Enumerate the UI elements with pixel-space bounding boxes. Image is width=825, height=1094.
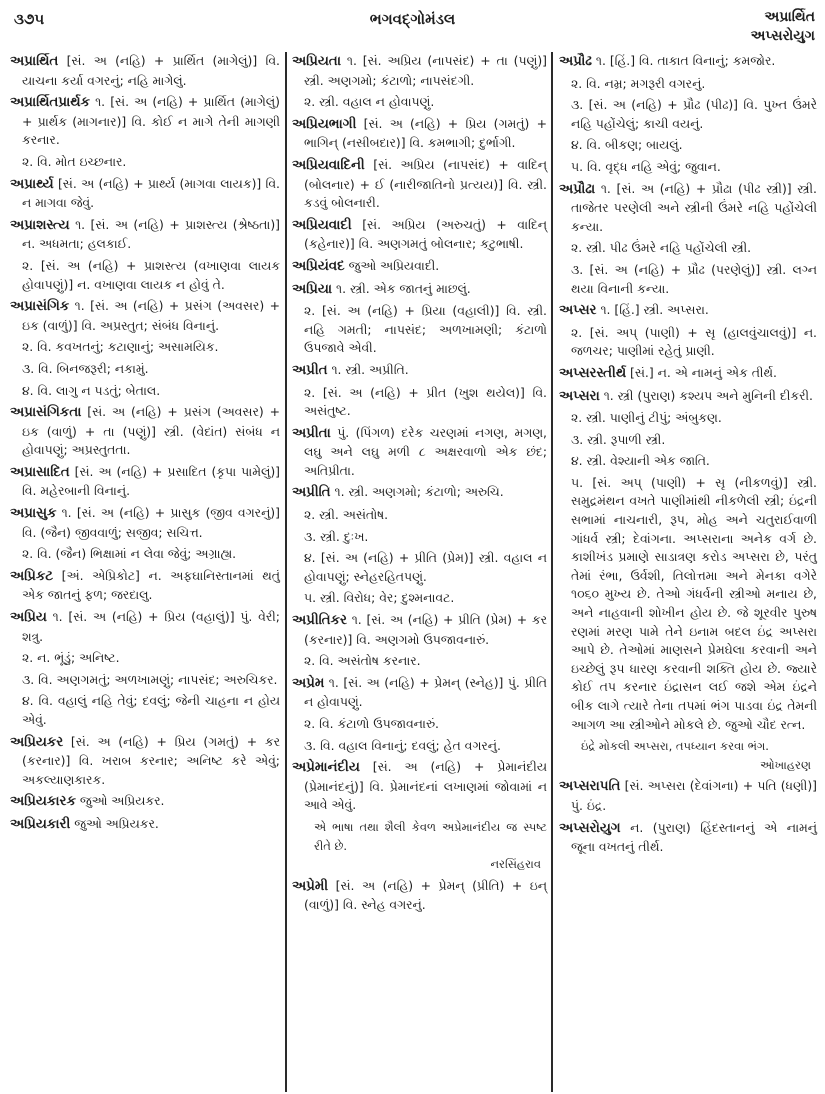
dictionary-entry bbox=[10, 567, 280, 605]
headword: અપ્રીતિ bbox=[292, 485, 331, 501]
entry-text: [સં. અપ્સરા (દેવાંગના) + પતિ (ધણી)] પું. ઇંદ્ર. bbox=[571, 778, 817, 813]
headword: અપ્રાશસ્ત્ય bbox=[10, 217, 70, 233]
dictionary-entry bbox=[292, 674, 547, 712]
entry-text: ૨. [સં. અ (નહિ) + પ્રાશસ્ત્ય (વખાણવા લાયક હોવાપણું)] ન. વખાણવા લાયક ન હોવું તે. bbox=[22, 257, 280, 292]
headword: અપ્રાસંગિકતા bbox=[10, 405, 82, 421]
entry-text: ૩. વિ. વહાલ વિનાનું; દવલું; હેત વગરનું. bbox=[304, 737, 501, 753]
entry-sense bbox=[292, 93, 547, 112]
entry-sense bbox=[292, 302, 547, 358]
dictionary-entry bbox=[559, 777, 817, 815]
dictionary-entry bbox=[292, 424, 547, 481]
entry-text: ૨. [સં. અ (નહિ) + પ્રીત (ખુશ થયેલ)] વિ. અસંતુષ્ટ. bbox=[304, 384, 547, 419]
dictionary-entry bbox=[559, 52, 817, 72]
entry-text: [સં. અ (નહિ) + પ્રિય (ગમતું) + કર (કરનાર)] વિ. ખરાબ કરનાર; અનિષ્ટ કરે એવું; અકલ્યાણકારક. bbox=[22, 733, 280, 787]
column-divider bbox=[551, 52, 553, 1092]
entry-text: ૨. સ્ત્રી. વહાલ ન હોવાપણું. bbox=[304, 94, 435, 110]
entry-text: નરસિંહરાવ bbox=[490, 857, 541, 872]
dictionary-entry bbox=[292, 758, 547, 815]
headword: અપ્રીતા bbox=[292, 425, 331, 441]
entry-text: ૧. [સં. અ (નહિ) + પ્રાસુક (જીવ વગરનું)] વિ. (જૈન) જીવવાળું; સજીવ; સચિત્ત. bbox=[22, 505, 280, 540]
entry-text: ૨. વિ. નમ્ર; મગરૂરી વગરનું. bbox=[571, 75, 706, 91]
entry-text: ૨. સ્ત્રી. અસંતોષ. bbox=[304, 507, 389, 523]
citation-quote bbox=[292, 818, 547, 855]
dictionary-entry bbox=[292, 483, 547, 503]
entry-text: ૨. વિ. કંટાળો ઉપજાવનારું. bbox=[304, 716, 439, 731]
citation-quote bbox=[559, 737, 817, 756]
entry-text: ૨. વિ. કવખતનું; કટાણાનું; અસામયિક. bbox=[22, 339, 219, 355]
headword: અપ્સરા bbox=[559, 388, 600, 404]
entry-sense bbox=[10, 153, 280, 172]
entry-sense bbox=[10, 671, 280, 690]
entry-text: ૧. [હિં.] વિ. તાકાત વિનાનું; કમજોર. bbox=[595, 53, 776, 68]
column-divider bbox=[285, 52, 287, 1092]
entry-text: ૩. સ્ત્રી. દુઃખ. bbox=[304, 528, 369, 544]
headword: અપ્રાર્થિત bbox=[10, 54, 59, 69]
entry-sense bbox=[292, 528, 547, 547]
entry-text: ૨. વિ. (જૈન) ભિક્ષામાં ન લેવા જેવું; અગ્રાહ્ય. bbox=[22, 546, 237, 562]
headword: અપ્રિયવાદિની bbox=[292, 157, 365, 173]
dictionary-entry bbox=[292, 361, 547, 381]
headword: અપ્રેમ bbox=[292, 675, 325, 691]
headword: અપ્રિયભાગી bbox=[292, 116, 357, 132]
entry-text: ૨. વિ. મોત ઇચ્છનાર. bbox=[22, 153, 127, 169]
headword: અપ્રિયકારી bbox=[10, 816, 71, 832]
entry-text: [સં. અ (નહિ) + પ્રાર્થિત (માગેલું)] વિ. યાચના કર્યા વગરનું; નહિ માગેલું. bbox=[22, 53, 280, 88]
dictionary-entry bbox=[559, 180, 817, 237]
entry-text: [સં. અ (નહિ) + પ્રસાદિત (કૃપા પામેલું)] વિ. મહેરબાની વિનાનું. bbox=[22, 463, 280, 499]
dictionary-entry bbox=[292, 52, 547, 90]
dictionary-entry bbox=[10, 175, 280, 213]
headword: અપ્સરસ્તીર્થ bbox=[559, 365, 627, 381]
headword: અપ્સરોયુગ bbox=[559, 820, 621, 836]
dictionary-body bbox=[0, 52, 825, 1092]
entry-text: ૧. [સં. અ (નહિ) + પ્રાશસ્ત્ય (શ્રેષ્ઠતા)] ન. અધમતા; હલકાઈ. bbox=[22, 216, 280, 252]
entry-sense bbox=[559, 261, 817, 298]
entry-text: ૧. સ્ત્રી. અપ્રીતિ. bbox=[331, 361, 409, 377]
entry-sense bbox=[559, 158, 817, 177]
entry-sense bbox=[292, 715, 547, 734]
entry-text: [સં. અ (નહિ) + પ્રિય (ગમતું) + ભાગિન્ (નસીબદાર)] વિ. કમભાગી; દુર્ભાગી. bbox=[304, 115, 547, 151]
headword: અપ્રેમાનંદીય bbox=[292, 760, 360, 776]
dictionary-entry bbox=[10, 463, 280, 501]
dictionary-entry bbox=[10, 403, 280, 460]
headword: અપ્રિય bbox=[10, 610, 47, 626]
entry-text: ૪. વિ. લાગુ ન પડતું; બેતાલ. bbox=[22, 382, 161, 398]
entry-text: [સં. અ (નહિ) + પ્રેમન્ (પ્રીતિ) + ઇન્ (વાળું)] વિ. સ્નેહ વગરનું. bbox=[304, 877, 547, 913]
headword: અપ્રિયવાદી bbox=[292, 217, 352, 233]
headword: અપ્રિયકારક bbox=[10, 794, 76, 810]
entry-text: ૨. [સં. અપ્ (પાણી) + સૃ (હાલવુંચાલવું)] ન. જળચર; પાણીમાં રહેતું પ્રાણી. bbox=[571, 324, 817, 359]
entry-text: ૨. [સં. અ (નહિ) + પ્રિયા (વહાલી)] વિ. સ્ત્રી. નહિ ગમતી; નાપસંદ; અળખામણી; કંટાળો ઉપજાવે એવી. bbox=[304, 303, 547, 356]
entry-sense bbox=[292, 737, 547, 756]
column-3 bbox=[559, 52, 817, 1092]
citation-source bbox=[559, 756, 817, 775]
entry-sense bbox=[559, 239, 817, 258]
entry-text: ૧. [હિં.] સ્ત્રી. અપ્સરા. bbox=[600, 302, 709, 318]
entry-text: ૩. સ્ત્રી. રૂપાળી સ્ત્રી. bbox=[571, 431, 666, 447]
entry-text: ૪. સ્ત્રી. વેશ્યાની એક જાતિ. bbox=[571, 453, 710, 469]
headword: અપ્રૌઢ bbox=[559, 54, 592, 69]
entry-text: ઓખાહરણ bbox=[759, 757, 811, 772]
page-number: ૩૭૫ bbox=[14, 10, 45, 28]
entry-text: પું. (પિંગળ) દરેક ચરણમાં નગણ, મગણ, લઘુ અને લઘુ મળી ૮ અક્ષરવાળો એક છંદ; અતિપ્રીતા. bbox=[304, 424, 547, 478]
dictionary-entry bbox=[559, 364, 817, 384]
entry-text: ૪. વિ. વહાલું નહિ તેવું; દવલું; જેની ચાહના ન હોય એવું. bbox=[22, 693, 280, 727]
dictionary-entry bbox=[10, 297, 280, 335]
headword: અપ્રીતિકર bbox=[292, 613, 347, 629]
dictionary-entry bbox=[10, 52, 280, 90]
guide-words bbox=[751, 8, 815, 46]
entry-text: ૧. સ્ત્રી. અણગમો; કંટાળો; અરુચિ. bbox=[334, 484, 504, 500]
headword: અપ્રાસુક bbox=[10, 506, 57, 522]
entry-text: જુઓ અપ્રિયવાદી. bbox=[348, 257, 440, 273]
headword: અપ્રૌઢા bbox=[559, 181, 596, 197]
headword: અપ્રિયતા bbox=[292, 54, 341, 69]
entry-text: ૨. સ્ત્રી. પીઢ ઉંમરે નહિ પહોંચેલી સ્ત્રી. bbox=[571, 240, 752, 256]
dictionary-entry bbox=[559, 387, 817, 407]
headword: અપ્રિકટ bbox=[10, 568, 54, 584]
entry-text: ૧. [સં. અ (નહિ) + પ્રિય (વહાલું)] પું. વેરી; શત્રુ. bbox=[22, 609, 280, 644]
entry-text: ૧. [સં. અ (નહિ) + પ્રીતિ (પ્રેમ) + કર (કરનાર)] વિ. અણગમો ઉપજાવનારું. bbox=[304, 612, 547, 647]
entry-text: ઇંદ્રે મોકલી અપ્સરા, તપધ્યાન કરવા ભંગ. bbox=[581, 739, 769, 754]
dictionary-entry bbox=[292, 257, 547, 277]
headword: અપ્રિયા bbox=[292, 281, 333, 297]
dictionary-entry bbox=[10, 504, 280, 542]
headword: અપ્રાસંગિક bbox=[10, 299, 70, 315]
guide-word-last: અપ્સરોયુગ bbox=[750, 28, 815, 44]
entry-text: ૨. ન. ભૂંડું; અનિષ્ટ. bbox=[22, 650, 120, 666]
entry-text: ન. (પુરાણ) હિંદસ્તાનનું એ નામનું જૂના વખતનું તીર્થ. bbox=[571, 819, 817, 855]
entry-text: [સં. અ (નહિ) + પ્રેમાનંદીય (પ્રેમાનંદનું)] વિ. પ્રેમાનંદનાં લખાણમાં જોવામાં ન આવે એવું. bbox=[304, 759, 547, 813]
entry-text: ૨. વિ. અસંતોષ કરનાર. bbox=[304, 653, 421, 669]
entry-sense bbox=[559, 474, 817, 734]
entry-text: [સં. અ (નહિ) + પ્રસંગ (અવસર) + ઇક (વાળું) + તા (પણું)] સ્ત્રી. (વેદાંત) સંબંધ ન હોવાપણું; અપ્રસ્તુતતા. bbox=[22, 404, 280, 458]
entry-text: ૪. [સં. અ (નહિ) + પ્રીતિ (પ્રેમ)] સ્ત્રી. વહાલ ન હોવાપણું; સ્નેહરહિતપણું. bbox=[304, 550, 547, 584]
entry-text: ૩. વિ. બિનજરૂરી; નકામું. bbox=[22, 360, 149, 376]
entry-text: [સં. અપ્રિય (અરુચતું) + વાદિન્ (કહેનાર)] વિ. અણગમતું બોલનાર; કટુભાષી. bbox=[304, 216, 547, 252]
headword: અપ્રાર્થિતપ્રાર્થક bbox=[10, 95, 90, 111]
entry-text: ૧. [સં. અ (નહિ) + પ્રૌઢા (પીઢ સ્ત્રી)] સ્ત્રી. તાજેતર પરણેલી અને સ્ત્રીની ઉંમરે નહિ પહોંચેલી કન્યા. bbox=[571, 180, 817, 234]
headword: અપ્રિયકર bbox=[10, 734, 64, 750]
dictionary-entry bbox=[292, 115, 547, 153]
entry-sense bbox=[292, 384, 547, 421]
dictionary-entry bbox=[559, 819, 817, 857]
entry-text: એ ભાષા તથા શૈલી કેવળ અપ્રેમાનંદીય જ સ્પષ્ટ રીતે છે. bbox=[314, 819, 547, 853]
entry-sense bbox=[292, 506, 547, 525]
dictionary-entry bbox=[10, 733, 280, 790]
headword: અપ્સરાપતિ bbox=[559, 779, 621, 795]
entry-sense bbox=[10, 692, 280, 729]
dictionary-entry bbox=[10, 608, 280, 646]
dictionary-entry bbox=[292, 877, 547, 915]
entry-sense bbox=[559, 409, 817, 428]
entry-text: ૧. [સં. અ (નહિ) + પ્રસંગ (અવસર) + ઇક (વાળું)] વિ. અપ્રસ્તુત; સંબંધ વિનાનું. bbox=[22, 298, 280, 333]
entry-sense bbox=[10, 649, 280, 668]
column-2 bbox=[292, 52, 547, 1092]
dictionary-entry bbox=[10, 93, 280, 150]
dictionary-entry bbox=[292, 156, 547, 213]
dictionary-entry bbox=[292, 216, 547, 254]
dictionary-entry bbox=[10, 216, 280, 254]
dictionary-entry bbox=[10, 792, 280, 812]
entry-sense bbox=[292, 589, 547, 608]
entry-sense bbox=[10, 257, 280, 294]
column-1 bbox=[10, 52, 280, 1092]
entry-text: ૩. [સં. અ (નહિ) + પ્રૌઢ (પીઢ)] વિ. પુખ્ત ઉંમરે નહિ પહોંચેલું; કાચી વયનું. bbox=[571, 97, 817, 131]
entry-text: ૫. [સં. અપ્ (પાણી) + સૃ (નીકળવું)] સ્ત્રી. સમુદ્રમંથન વખતે પાણીમાંથી નીકળેલી સ્ત્રી; ઇંદ્રની સભામાં નાચનારી, રૂપ, મોહ અને ચતુરાઈવાળી ગાંધર્વ સ્ત્રી; દેવાંગના. અપ્સરાના અનેક વર્ગ છે. કાશીખંડ પ્રમાણે સાડાત્રણ કરોડ અપ્સરા છે, પરંતુ તેમાં રંભા, ઉર્વશી, તિલોત્તમા અને મેનકા વગેરે ૧૦૬૦ મુખ્ય છે. તેઓ ગંધર્વની સ્ત્રીઓ મનાય છે, અને નાહવાની શોખીન હોય છે. જે શૂરવીર પુરુષ રણમાં મરણ પામે તેને ઇનામ બદલ ઇંદ્ર અપ્સરા આપે છે. તેઓમાં માણસને પ્રેમઘેલા કરવાની અને ઇચ્છેલું રૂપ ધારણ કરવાની શક્તિ હોય છે. જ્યારે કોઈ તપ કરનાર ઇંદ્રાસન લઈ જશે એમ ઇંદ્રને બીક લાગે ત્યારે તેના તપમાં ભંગ પાડવા ઇંદ્ર તેમની આગળ આ સ્ત્રીઓને મોકલે છે. જુઓ ચૌદ રત્ન. bbox=[571, 474, 817, 732]
headword: અપ્રિયંવદ bbox=[292, 258, 345, 274]
dictionary-entry bbox=[10, 815, 280, 835]
headword: અપ્સર bbox=[559, 303, 597, 319]
entry-text: ૩. વિ. અણગમતું; અળખામણું; નાપસંદ; અરુચિકર. bbox=[22, 671, 278, 687]
entry-sense bbox=[292, 652, 547, 671]
entry-sense bbox=[10, 338, 280, 357]
entry-text: ૨. સ્ત્રી. પાણીનું ટીપું; અંબુકણ. bbox=[571, 410, 722, 426]
dictionary-entry bbox=[292, 280, 547, 300]
entry-text: ૧. સ્ત્રી (પુરાણ) કશ્યપ અને મુનિની દીકરી. bbox=[603, 387, 813, 403]
entry-sense bbox=[559, 136, 817, 155]
entry-text: ૧. [સં. અપ્રિય (નાપસંદ) + તા (પણું)] સ્ત્રી. અણગમો; કંટાળો; નાપસંદગી. bbox=[304, 53, 547, 88]
book-title: ભગવદ્ગોમંડલ bbox=[369, 10, 456, 28]
entry-text: ૧. [સં. અ (નહિ) + પ્રેમન્ (સ્નેહ)] પું. પ્રીતિ ન હોવાપણું. bbox=[304, 674, 547, 710]
entry-sense bbox=[10, 382, 280, 401]
headword: અપ્રીત bbox=[292, 362, 328, 378]
entry-text: [સં. અપ્રિય (નાપસંદ) + વાદિન્ (બોલનાર) + ઈ (નારીજાતિનો પ્રત્યય)] વિ. સ્ત્રી. કડવું બોલનારી. bbox=[304, 156, 547, 211]
dictionary-entry bbox=[559, 301, 817, 321]
entry-text: ૧. [સં. અ (નહિ) + પ્રાર્થિત (માગેલું) + પ્રાર્થક (માગનાર)] વિ. કોઈ ન માગે તેની માગણી કરનાર. bbox=[22, 94, 280, 148]
dictionary-entry bbox=[292, 611, 547, 649]
entry-sense bbox=[292, 549, 547, 586]
entry-text: જુઓ અપ્રિયકર. bbox=[79, 793, 165, 809]
headword: અપ્રેમી bbox=[292, 878, 329, 894]
entry-text: [સં.] ન. એ નામનું એક તીર્થ. bbox=[630, 364, 777, 380]
guide-word-first: અપ્રાર્થિત bbox=[764, 9, 815, 25]
entry-sense bbox=[559, 452, 817, 471]
entry-sense bbox=[559, 431, 817, 450]
citation-source bbox=[292, 855, 547, 874]
entry-sense bbox=[559, 75, 817, 94]
headword: અપ્રાસાદિત bbox=[10, 464, 70, 480]
entry-sense bbox=[10, 360, 280, 379]
entry-text: જુઓ અપ્રિયકર. bbox=[74, 815, 159, 831]
entry-text: ૧. સ્ત્રી. એક જાતનું માછલું. bbox=[336, 280, 471, 296]
entry-text: ૫. વિ. વૃદ્ધ નહિ એવું; જુવાન. bbox=[571, 158, 721, 174]
entry-text: ૫. સ્ત્રી. વિરોધ; વેર; દુશ્મનાવટ. bbox=[304, 590, 455, 606]
entry-sense bbox=[10, 545, 280, 564]
page-header bbox=[0, 8, 825, 48]
entry-text: [સં. અ (નહિ) + પ્રાર્થ્ય (માગવા લાયક)] વિ. ન માગવા જેવું. bbox=[22, 175, 280, 211]
entry-text: ૪. વિ. બીકણ; બાયલું. bbox=[571, 137, 683, 153]
headword: અપ્રાર્થ્ય bbox=[10, 176, 54, 192]
entry-text: ૩. [સં. અ (નહિ) + પ્રૌઢ (પરણેલું)] સ્ત્રી. લગ્ન થયા વિનાની કન્યા. bbox=[571, 261, 817, 296]
entry-text: [અં. એપ્રિકોટ] ન. અફઘાનિસ્તાનમાં થતું એક જાતનું ફળ; જરદાલુ. bbox=[22, 567, 280, 603]
entry-sense bbox=[559, 324, 817, 361]
entry-sense bbox=[559, 96, 817, 133]
